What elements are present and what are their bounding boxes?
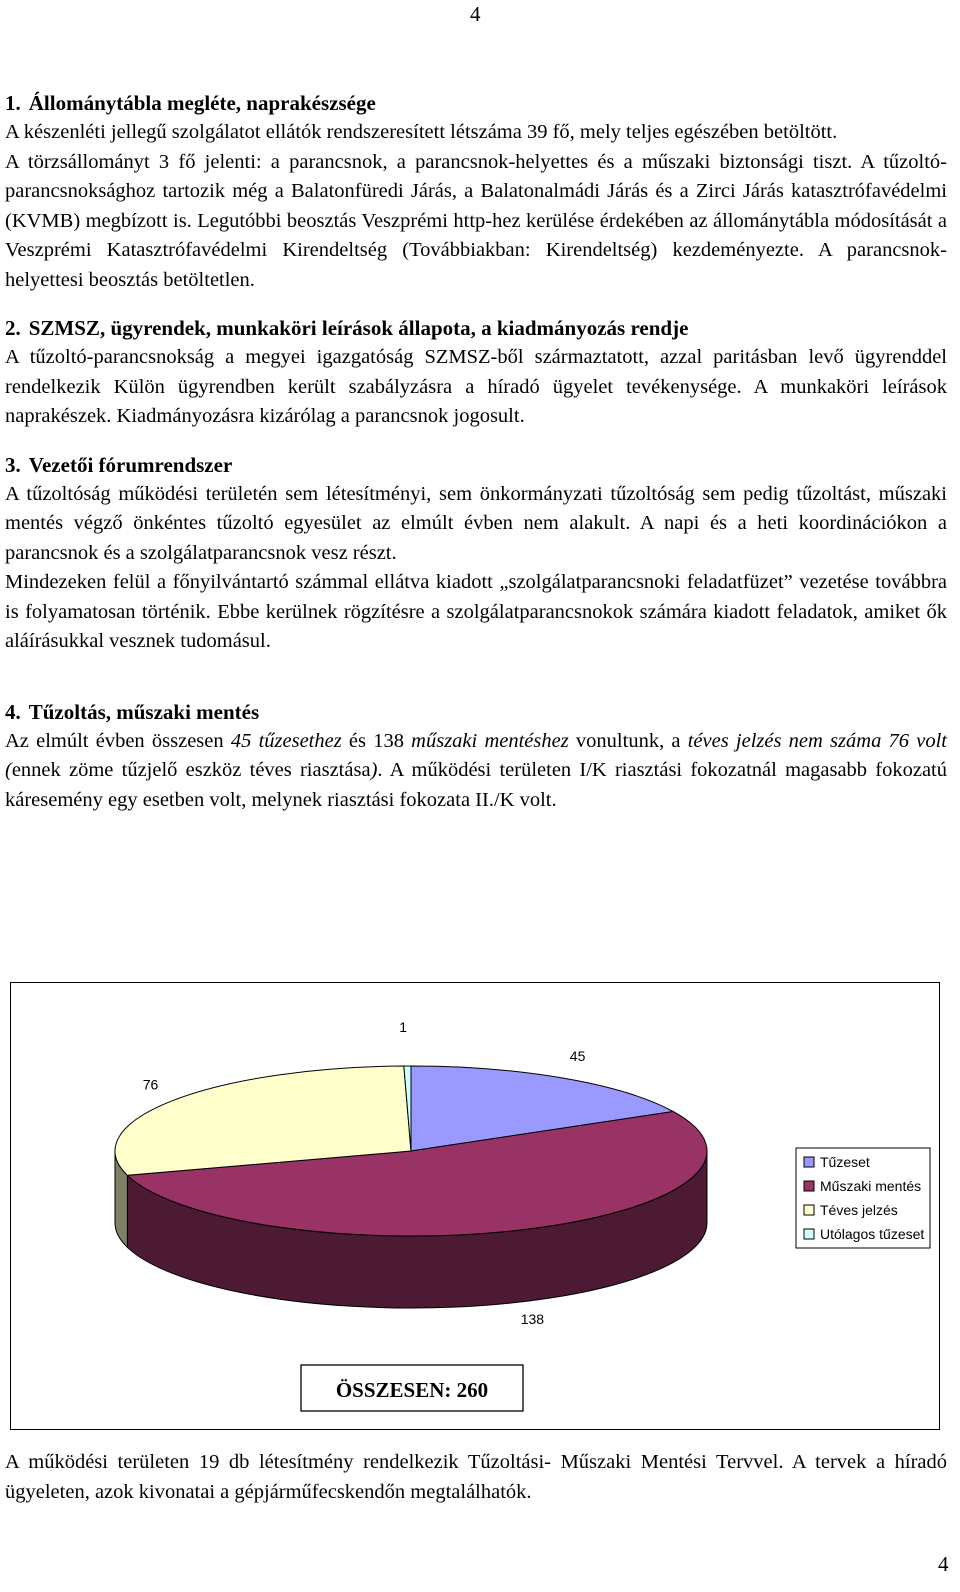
legend-swatch	[804, 1229, 814, 1239]
section-heading	[5, 88, 947, 118]
section-4	[5, 697, 947, 816]
section-number: 1.	[5, 91, 21, 115]
paragraph: A törzsállományt 3 fő jelenti: a parancsnok, a parancsnok-helyettes és a műszaki biztonsági tiszt. A tűzoltó-parancsnoksághoz tartozik még a Balatonfüredi Járás, a Balatonalmádi Járás és a Zirci Járás katasztrófavédelmi (KVMB) megbízott is. Legutóbbi beosztás Veszprémi http-hez kerülése érdekében az állománytábla módosítását a Veszprémi Katasztrófavédelmi Kirendeltség (Továbbiakban: Kirendeltség) kezdeményezte. A parancsnok-helyettesi beosztás betöltetlen.	[5, 150, 947, 291]
text-run: ennek zöme tűzjelő eszköz téves riasztása	[11, 759, 371, 781]
legend-label: Téves jelzés	[820, 1202, 898, 1218]
pie-value-label: 138	[520, 1311, 545, 1328]
text-run: téves jelzés nem száma 76 volt (	[5, 729, 947, 781]
pie-chart-frame	[10, 982, 940, 1430]
section-number: 3.	[5, 452, 21, 477]
section-number: 4.	[5, 699, 21, 724]
section-2	[5, 313, 947, 432]
paragraph	[5, 727, 947, 816]
pie-value-label: 1	[399, 1019, 408, 1036]
legend	[796, 1148, 930, 1248]
legend-label: Tűzeset	[820, 1154, 870, 1170]
text-run: Az elmúlt évben összesen	[5, 729, 231, 752]
section-heading	[5, 450, 947, 480]
section-heading	[5, 313, 947, 343]
pie-chart	[11, 983, 939, 1429]
paragraph: A tűzoltó-parancsnokság a megyei igazgatóság SZMSZ-ből származtatott, azzal paritásban levő ügyrenddel rendelkezik Külön ügyrendben került szabályzásra a híradó ügyelet tevékenysége. A munkaköri leírások naprakészek. Kiadmányozásra kizárólag a parancsnok jogosult.	[5, 346, 947, 427]
pie-top	[115, 1066, 707, 1236]
section-title: Tűzoltás, műszaki mentés	[28, 699, 260, 724]
legend-label: Műszaki mentés	[820, 1178, 922, 1194]
total-box	[301, 1365, 523, 1411]
section-title: Vezetői fórumrendszer	[28, 452, 233, 477]
pie-value-label: 76	[142, 1076, 159, 1093]
text-run: . A működési területen I/K riasztási fokozatnál magasabb fokozatú káresemény egy esetben volt, melynek riasztási fokozata II./K volt.	[5, 759, 947, 811]
legend-swatch	[804, 1157, 814, 1167]
text-run: műszaki mentéshez	[411, 729, 569, 752]
closing-paragraph	[5, 1448, 947, 1507]
section-title: SZMSZ, ügyrendek, munkaköri leírások állapota, a kiadmányozás rendje	[28, 316, 689, 340]
text-run: vonultunk, a	[568, 729, 688, 752]
legend-swatch	[804, 1181, 814, 1191]
total-label: ÖSSZESEN: 260	[335, 1378, 489, 1402]
section-1	[5, 88, 947, 295]
section-title: Állománytábla megléte, naprakészsége	[28, 91, 376, 115]
paragraph: A készenléti jellegű szolgálatot ellátók rendszeresített létszáma 39 fő, mely teljes egészében betöltött.	[5, 121, 838, 143]
section-number: 2.	[5, 316, 21, 340]
section-3	[5, 450, 947, 657]
page-number-bottom: 4	[938, 1552, 949, 1576]
paragraph: Mindezeken felül a főnyilvántartó számmal ellátva kiadott „szolgálatparancsnoki feladatfüzet” vezetése továbbra is folyamatosan történik. Ebbe kerülnek rögzítésre a szolgálatparancsnokok számára kiadott feladatok, amiket ők aláírásukkal vesznek tudomásul.	[5, 571, 947, 652]
legend-label: Utólagos tűzeset	[820, 1226, 925, 1242]
text-run: 45 tűzesethez	[230, 729, 342, 752]
page-number-top: 4	[470, 2, 481, 26]
paragraph: A tűzoltóság működési területén sem létesítményi, sem önkormányzati tűzoltóság sem pedig tűzoltást, műszaki mentés végző önkéntes tűzoltó egyesület az elmúlt évben nem alakult. A napi és a heti koordinációkon a parancsnok és a szolgálatparancsnok vesz részt.	[5, 482, 947, 564]
legend-swatch	[804, 1205, 814, 1215]
paragraph: A működési területen 19 db létesítmény rendelkezik Tűzoltási- Műszaki Mentési Tervvel. A tervek a híradó ügyeleten, azok kivonatai a gépjárműfecskendőn megtalálhatók.	[5, 1451, 947, 1503]
text-run: )	[370, 759, 378, 781]
text-run: és 138	[341, 729, 412, 752]
pie-value-label: 45	[569, 1048, 586, 1065]
document-body	[5, 88, 947, 815]
section-heading	[5, 697, 947, 727]
